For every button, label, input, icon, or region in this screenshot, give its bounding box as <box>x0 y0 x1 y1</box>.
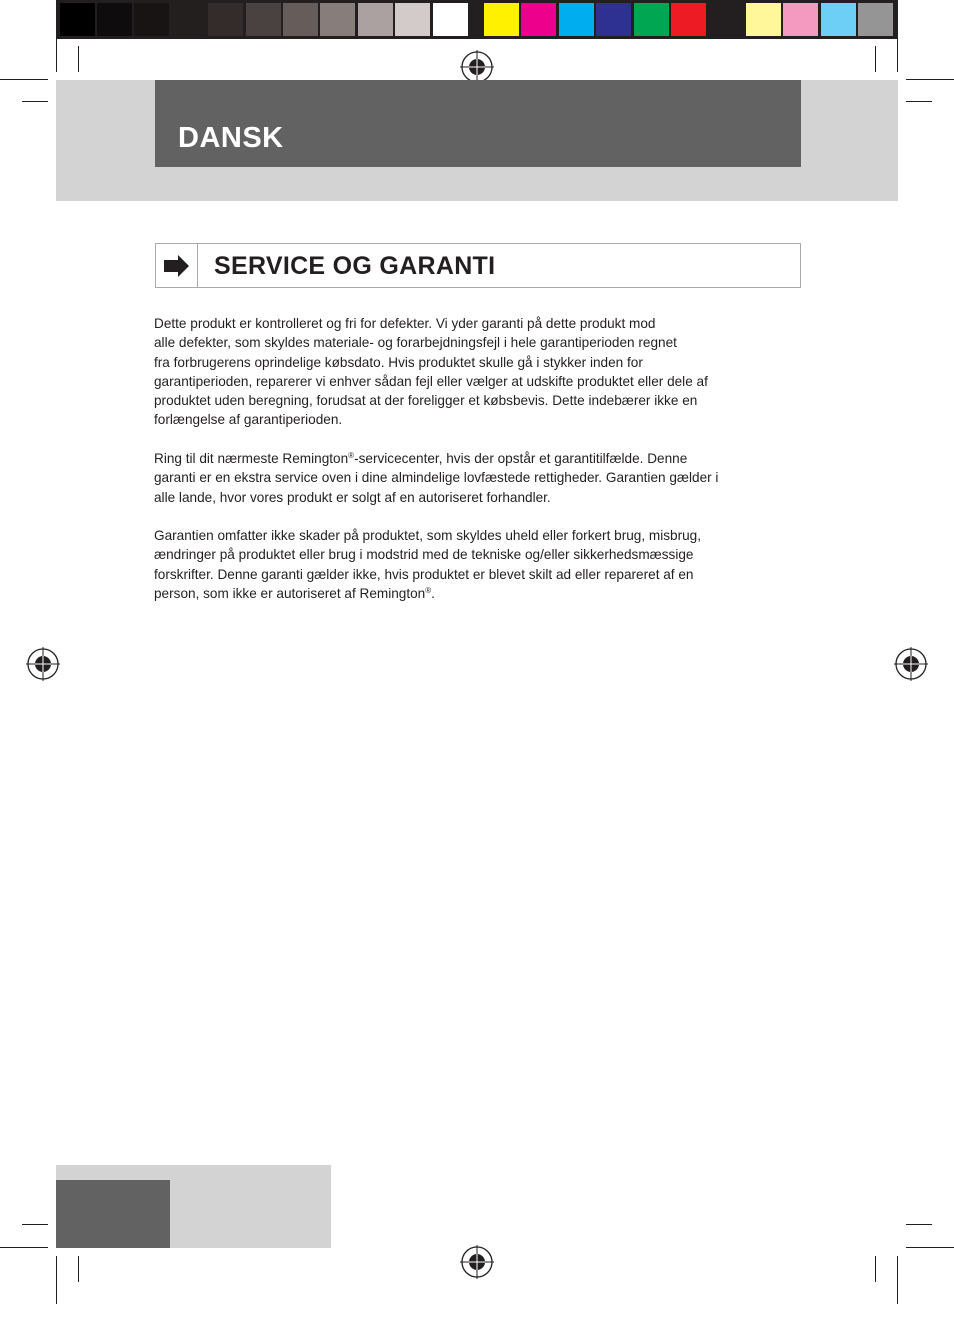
color-swatch <box>97 3 132 36</box>
color-swatch <box>559 3 594 36</box>
text-line: Ring til dit nærmeste Remington®-servicecenter, hvis der opstår et garantitilfælde. Denne <box>154 451 688 466</box>
color-swatch <box>395 3 430 36</box>
section-icon-cell <box>156 244 198 287</box>
color-swatch <box>746 3 781 36</box>
color-swatch <box>596 3 631 36</box>
text-line: garantiperioden, reparerer vi enhver sådan fejl eller vælger at udskifte produktet eller dele af <box>154 373 708 389</box>
registration-mark-icon <box>460 50 494 84</box>
color-swatch <box>634 3 669 36</box>
text-line: person, som ikke er autoriseret af Remington®. <box>154 585 435 601</box>
color-swatch <box>521 3 556 36</box>
text-line: ændringer på produktet eller brug i modstrid med de tekniske og/eller sikkerhedsmæssige <box>154 547 694 563</box>
color-swatch <box>484 3 519 36</box>
color-swatch <box>358 3 393 36</box>
color-swatch <box>134 3 169 36</box>
footer-page-tab <box>56 1180 170 1248</box>
text-line: garanti er en ekstra service oven i dine almindelige lovfæstede rettigheder. Garantien gælder i <box>154 470 719 486</box>
text-line: forskrifter. Denne garanti gælder ikke, hvis produktet er blevet skilt ad eller repareret af en <box>154 566 694 582</box>
color-swatch <box>320 3 355 36</box>
registration-mark-icon <box>894 647 928 681</box>
color-swatch <box>671 3 706 36</box>
color-swatch <box>208 3 243 36</box>
arrow-right-icon <box>156 244 197 287</box>
paragraph-2 <box>154 449 799 507</box>
color-swatch <box>246 3 281 36</box>
color-swatch <box>283 3 318 36</box>
registration-mark-icon <box>460 1245 494 1279</box>
color-swatch <box>858 3 893 36</box>
text-line: forlængelse af garantiperioden. <box>154 412 343 428</box>
color-swatch <box>783 3 818 36</box>
text-line: alle lande, hvor vores produkt er solgt af en autoriseret forhandler. <box>154 489 551 505</box>
paragraph-3 <box>154 526 799 603</box>
registration-mark-icon <box>26 647 60 681</box>
language-title: DANSK <box>178 122 284 154</box>
color-swatch <box>708 3 743 36</box>
color-swatch <box>60 3 95 36</box>
paragraph-1 <box>154 314 799 430</box>
color-swatch <box>171 3 206 36</box>
section-heading <box>155 243 801 288</box>
color-swatch <box>821 3 856 36</box>
text-line: produktet uden beregning, forudsat at der foreligger et købsbevis. Dette indebærer ikke en <box>154 393 698 409</box>
text-line: fra forbrugerens oprindelige købsdato. Hvis produktet skulle gå i stykker inden for <box>154 354 643 370</box>
section-title: SERVICE OG GARANTI <box>214 252 496 280</box>
text-line: Garantien omfatter ikke skader på produktet, som skyldes uheld eller forkert brug, misbrug, <box>154 528 702 543</box>
text-line: Dette produkt er kontrolleret og fri for defekter. Vi yder garanti på dette produkt mod <box>154 316 656 331</box>
color-calibration-bar <box>56 0 898 39</box>
text-line: alle defekter, som skyldes materiale- og forarbejdningsfejl i hele garantiperioden regnet <box>154 335 677 351</box>
color-swatch <box>433 3 468 36</box>
